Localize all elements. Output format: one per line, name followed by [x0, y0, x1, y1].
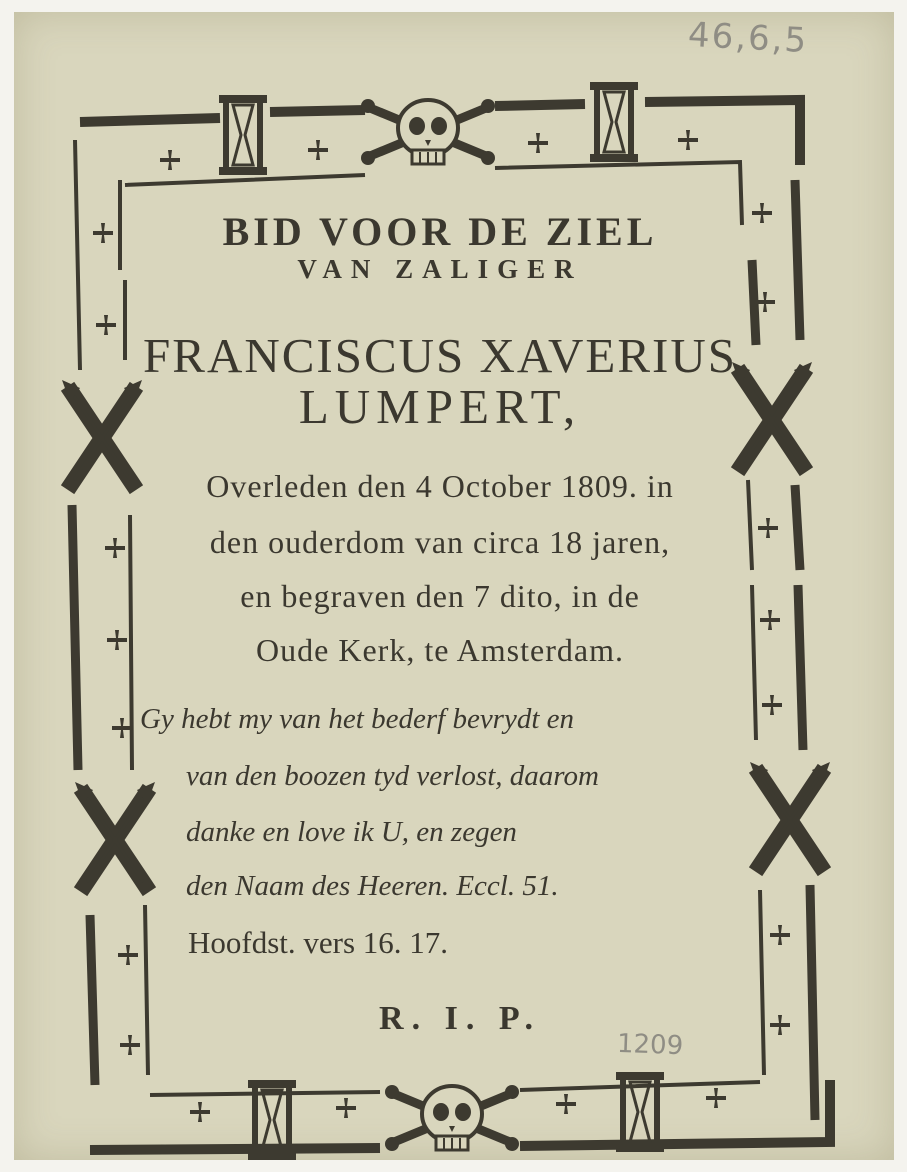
- crossed-torches-icon: [75, 782, 155, 885]
- cross-pattee-icon: [770, 1015, 790, 1035]
- heading-line-2: VAN ZALIGER: [297, 254, 583, 284]
- cross-pattee-icon: [762, 695, 782, 715]
- cross-pattee-icon: [308, 140, 328, 160]
- hourglass-icon: [219, 95, 267, 175]
- cross-pattee-icon: [758, 518, 778, 538]
- cross-pattee-icon: [752, 203, 772, 223]
- scripture-line: danke en love ik U, en zegen: [186, 816, 517, 848]
- cross-pattee-icon: [160, 150, 180, 170]
- cross-pattee-icon: [760, 610, 780, 630]
- scripture-reference: Hoofdst. vers 16. 17.: [188, 925, 449, 960]
- skull-and-crossbones-icon: [385, 1085, 519, 1151]
- hourglass-icon: [590, 82, 638, 162]
- cross-pattee-icon: [120, 1035, 140, 1055]
- cross-pattee-icon: [96, 315, 116, 335]
- pencil-annotation-bottom: 1209: [616, 1028, 684, 1062]
- cross-pattee-icon: [678, 130, 698, 150]
- name-line-2: LUMPERT,: [298, 379, 582, 434]
- cross-pattee-icon: [118, 945, 138, 965]
- pencil-annotation-top: 46,6,5: [687, 14, 810, 62]
- cross-pattee-icon: [706, 1088, 726, 1108]
- scripture-line: van den boozen tyd verlost, daarom: [186, 760, 599, 792]
- cross-pattee-icon: [528, 133, 548, 153]
- cross-pattee-icon: [190, 1102, 210, 1122]
- cross-pattee-icon: [556, 1094, 576, 1114]
- death-notice-line: Overleden den 4 October 1809. in: [206, 468, 674, 504]
- death-notice-line: Oude Kerk, te Amsterdam.: [256, 632, 624, 668]
- heading-line-1: BID VOOR DE ZIEL: [222, 209, 658, 254]
- cross-pattee-icon: [336, 1098, 356, 1118]
- cross-pattee-icon: [112, 718, 132, 738]
- scripture-line: Gy hebt my van het bederf bevrydt en: [140, 703, 575, 735]
- name-line-1: FRANCISCUS XAVERIUS: [143, 328, 737, 383]
- skull-and-crossbones-icon: [361, 99, 495, 165]
- cross-pattee-icon: [93, 223, 113, 243]
- rip-closing: R. I. P.: [379, 1000, 541, 1037]
- death-notice-line: den ouderdom van circa 18 jaren,: [209, 524, 671, 560]
- scripture-line: den Naam des Heeren. Eccl. 51.: [186, 870, 559, 902]
- death-notice-line: en begraven den 7 dito, in de: [240, 578, 640, 614]
